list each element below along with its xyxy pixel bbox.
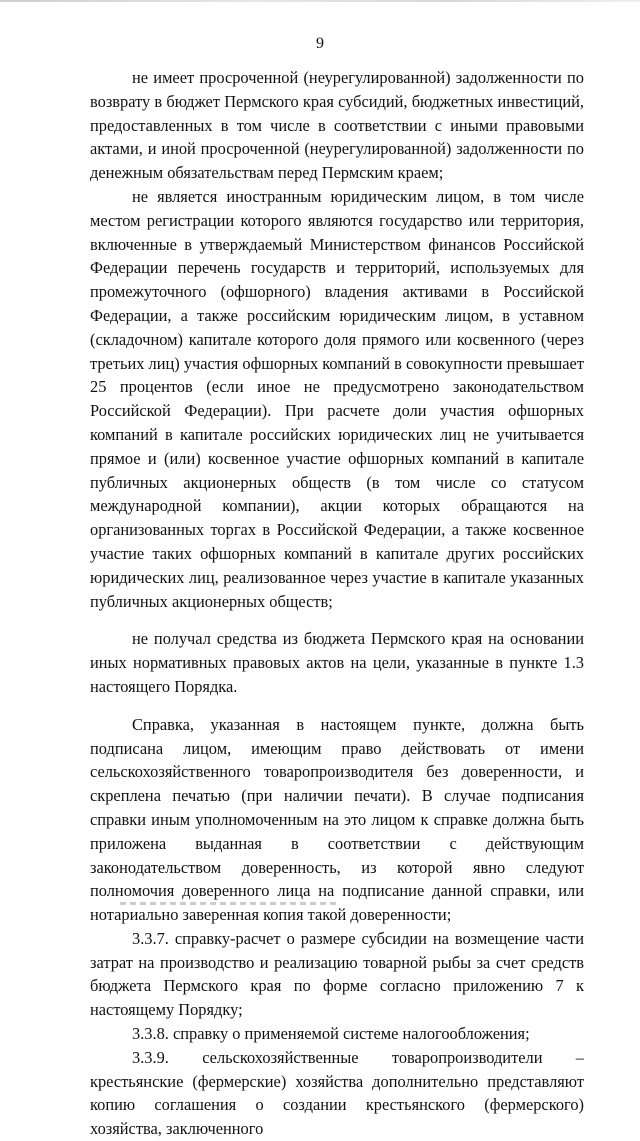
paragraph-debt-condition: не имеет просроченной (неурегулированной) задолженности по возврату в бюджет Пермского края субсидий, бюджетных инвестиций, предоставленных в том числе в соответствии с иными правовыми актами, и иной просроченной (неурегулированной) задолженности по денежным обязательствам перед Пермским краем; bbox=[90, 68, 584, 183]
scan-edge-top bbox=[0, 0, 640, 2]
paragraph-offshore-condition: не является иностранным юридическим лицом, в том числе местом регистрации которого являются государство или территория, включенные в утверждаемый Министерством финансов Российской Федерации перечень государств и территорий, используемых для промежуточного (офшорного) владения активами в Российской Федерации, а также российским юридическим лицом, в уставном (складочном) капитале которого доля прямого или косвенного (через третьих лиц) участия офшорных компаний в совокупности превышает 25 процентов (если иное не предусмотрено законодательством Российской Федерации). При расчете доли участия офшорных компаний в капитале российских юридических лиц не учитывается прямое и (или) косвенное участие офшорных компаний в капитале публичных акционерных обществ (в том числе со статусом международной компании), акции которых обращаются на организованных торгах в Российской Федерации, а также косвенное участие таких офшорных компаний в капитале других российских юридических лиц, реализованное через участие в капитале указанных публичных акционерных обществ; bbox=[90, 186, 584, 611]
paragraph-item-3-3-8: 3.3.8. справку о применяемой системе налогообложения; bbox=[132, 1024, 530, 1044]
paragraph-funds-condition: не получал средства из бюджета Пермского края на основании иных нормативных правовых актов на цели, указанные в пункте 1.3 настоящего Порядка. bbox=[90, 629, 584, 696]
paragraph-item-3-3-7: 3.3.7. справку-расчет о размере субсидии на возмещение части затрат на производство и реализацию товарной рыбы за счет средств бюджета Пермского края по форме согласно приложению 7 к настоящему Порядку; bbox=[90, 928, 584, 1020]
paragraph-item-3-3-9: 3.3.9. сельскохозяйственные товаропроизводители – крестьянские (фермерские) хозяйства дополнительно представляют копию соглашения о создании крестьянского (фермерского) хозяйства, заключенного bbox=[90, 1047, 584, 1139]
document-body bbox=[90, 66, 584, 1141]
paragraph-certificate-signature: Справка, указанная в настоящем пункте, должна быть подписана лицом, имеющим право действовать от имени сельскохозяйственного товаропроизводителя без доверенности, и скреплена печатью (при наличии печати). В случае подписания справки иным уполномоченным на это лицом к справке должна быть приложена выданная в соответствии с действующим законодательством доверенность, из которой явно следуют полномочия доверенного лица на подписание данной справки, или нотариально заверенная копия такой доверенности; bbox=[90, 714, 584, 925]
page-number: 9 bbox=[316, 35, 324, 52]
scan-artifact-bottom bbox=[120, 902, 340, 905]
